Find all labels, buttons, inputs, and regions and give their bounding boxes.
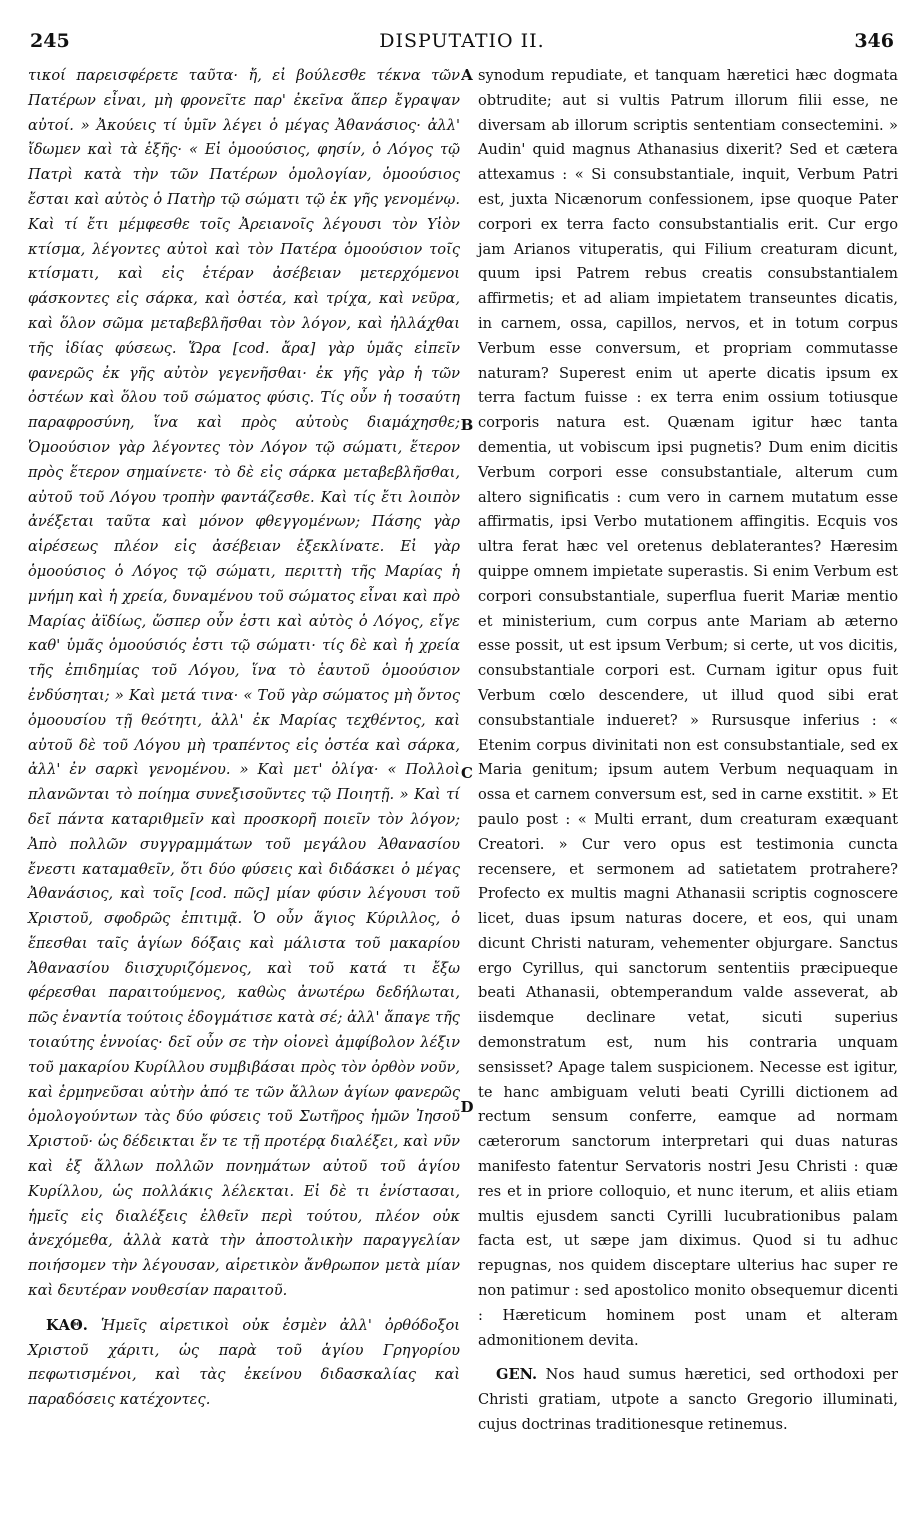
greek-paragraph: τικοί παρεισφέρετε ταῦτα· ἤ, εἰ βούλεσθε τέκνα τῶν Πατέρων εἶναι, μὴ φρονεῖτε παρ' ἐκεῖνα ἅπερ ἔγραψαν αὐτοί. » Ἀκούεις τί ὑμῖν λέγει ὁ μέγας Ἀθανάσιος· ἀλλ' ἴδωμεν καὶ τὰ ἑξῆς· « Εἰ ὁμοούσιος, φησίν, ὁ Λόγος τῷ Πατρὶ κατὰ τὴν τῶν Πατέρων ὁμολογίαν, ὁμοούσιος ἔσται καὶ αὐτὸς ὁ Πατὴρ τῷ σώματι τῷ ἐκ γῆς γενομένῳ. Καὶ τί ἔτι μέμφεσθε τοῖς Ἀρειανοῖς λέγουσι τὸν Υἱὸν κτίσμα, λέγοντες αὐτοὶ καὶ τὸν Πατέρα ὁμοούσιον τοῖς κτίσματι, καὶ εἰς ἑτέραν ἀσέβειαν μετερχόμενοι φάσκοντες εἰς σάρκα, καὶ ὀστέα, καὶ τρίχα, καὶ νεῦρα, καὶ ὅλον σῶμα μεταβεβλῆσθαι τὸν λόγον, καὶ ἠλλάχθαι τῆς ἰδίας φύσεως. Ὥρα [cod. ἄρα] γὰρ ὑμᾶς εἰπεῖν φανερῶς ἐκ γῆς αὐτὸν γεγενῆσθαι· ἐκ γῆς γὰρ ἡ τῶν ὀστέων καὶ ὅλου τοῦ σώματος φύσις. Τίς οὖν ἡ τοσαύτη παραφροσύνη, ἵνα καὶ πρὸς αὐτοὺς διαμάχησθε; Ὁμοούσιον γὰρ λέγοντες τὸν Λόγον τῷ σώματι, ἕτερον πρὸς ἕτερον σημαίνετε· τὸ δὲ εἰς σάρκα μεταβεβλῆσθαι, αὐτοῦ τοῦ Λόγου τροπὴν φαντάζεσθε. Καὶ τίς ἔτι λοιπὸν ἀνέξεται ταῦτα καὶ μόνον φθεγγομένων; Πάσης γὰρ αἱρέσεως πλέον εἰς ἀσέβειαν ἐξεκλίνατε. Εἰ γὰρ ὁμοούσιος ὁ Λόγος τῷ σώματι, περιττὴ τῆς Μαρίας ἡ μνήμη καὶ ἡ χρεία, δυναμένου τοῦ σώματος εἶναι καὶ πρὸ Μαρίας ἀϊδίως, ὥσπερ οὖν ἐστι καὶ αὐτὸς ὁ Λόγος, εἴγε καθ' ὑμᾶς ὁμοούσιός ἐστι τῷ σώματι· τίς δὲ καὶ ἡ χρεία τῆς ἐπιδημίας τοῦ Λόγου, ἵνα τὸ ἑαυτοῦ ὁμοούσιον ἐνδύσηται; » Καὶ μετά τινα· « Τοῦ γὰρ σώματος μὴ ὄντος ὁμοουσίου τῇ θεότητι, ἀλλ' ἐκ Μαρίας τεχθέντος, καὶ αὐτοῦ δὲ τοῦ Λόγου μὴ τραπέντος εἰς ὀστέα καὶ σάρκα, ἀλλ' ἐν σαρκὶ γενομένου. » Καὶ μετ' ὀλίγα· « Πολλοὶ πλανῶνται τὸ ποίημα συνεξισοῦντες τῷ Ποιητῇ. » Καὶ τί δεῖ πάντα καταριθμεῖν καὶ προσκορῆ ποιεῖν τὸν λόγον; Ἀπὸ πολλῶν συγγραμμάτων τοῦ μεγάλου Ἀθανασίου ἔνεστι καταμαθεῖν, ὅτι δύο φύσεις καὶ διδάσκει ὁ μέγας Ἀθανάσιος, καὶ τοῖς [cod. πῶς] μίαν φύσιν λέγουσι τοῦ Χριστοῦ, σφοδρῶς ἐπιτιμᾷ. Ὁ οὖν ἅγιος Κύριλλος, ὁ ἕπεσθαι ταῖς ἁγίων δόξαις καὶ μάλιστα τοῦ μακαρίου Ἀθανασίου διισχυριζόμενος, καὶ τοῦ κατά τι ἔξω φέρεσθαι παραιτούμενος, καθὼς ἀνωτέρω δεδήλωται, πῶς ἐναντία τούτοις ἐδογμάτισε κατὰ σέ; ἀλλ' ἄπαγε τῆς τοιαύτης ἐννοίας· δεῖ οὖν σε τὴν οἰονεὶ ἀμφίβολον λέξιν τοῦ μακαρίου Κυρίλλου συμβιβάσαι πρὸς τὸν ὀρθὸν νοῦν, καὶ ἑρμηνεῦσαι αὐτὴν ἀπό τε τῶν ἄλλων ἁγίων φανερῶς ὁμολογούντων τὰς δύο φύσεις τοῦ Σωτῆρος ἡμῶν Ἰησοῦ Χριστοῦ· ὡς δέδεικται ἔν τε τῇ προτέρᾳ διαλέξει, καὶ νῦν καὶ ἐξ ἄλλων πολλῶν πονημάτων αὐτοῦ τοῦ ἁγίου Κυρίλλου, ὡς πολλάκις λέλεκται. Εἰ δὲ τι ἐνίστασαι, ἡμεῖς εἰς διαλέξεις ἐλθεῖν περὶ τούτου, πλέον οὐκ ἀνεχόμεθα, ἀλλὰ κατὰ τὴν ἀποστολικὴν παραγγελίαν ποιήσομεν τὴν λέγουσαν, αἱρετικὸν ἄνθρωπον μετὰ μίαν καὶ δευτέραν νουθεσίαν παραιτοῦ. [28,67,460,1300]
speaker-label-latin: GEN. [496,1366,538,1384]
latin-reply-paragraph [478,1363,898,1437]
greek-reply-text: Ἡμεῖς αἱρετικοὶ οὐκ ἐσμὲν ἀλλ' ὀρθόδοξοι Χριστοῦ χάριτι, ὡς παρὰ τοῦ ἁγίου Γρηγορίου πεφωτισμένοι, καὶ τὰς ἐκείνου διδασκαλίας καὶ παραδόσεις κατέχοντες. [28,1316,460,1409]
page-number-right: 346 [854,30,894,52]
running-title: DISPUTATIO II. [379,30,545,52]
greek-reply-paragraph [28,1314,460,1413]
speaker-label-greek: ΚΑΘ. [46,1316,88,1334]
margin-letter-b: B [460,416,474,434]
margin-letter-c: C [461,764,473,782]
margin-letter-a: A [461,66,473,84]
page-header [0,24,924,60]
latin-paragraph: synodum repudiate, et tanquam hæretici hæc dogmata obtrudite; aut si vultis Patrum illorum filii esse, ne diversam ab illorum scriptis sententiam consectemini. » Audin' quid magnus Athanasius dixerit? Sed et cætera attexamus : « Si consubstantiale, inquit, Verbum Patri est, juxta Nicænorum confessionem, ipse quoque Pater corpori ex terra facto consubstantialis erit. Cur ergo jam Arianos vituperatis, qui Filium creaturam dicunt, quum ipsi Patrem rebus creatis consubstantialem affirmetis; et ad aliam impietatem transeuntes dicatis, in carnem, ossa, capillos, nervos, et in totum corpus Verbum esse conversum, et propriam commutasse naturam? Superest enim ut aperte dicatis ipsum ex terra factum fuisse : ex terra enim ossium totiusque corporis natura est. Quænam igitur hæc tanta dementia, ut vobiscum ipsi pugnetis? Dum enim dicitis Verbum corpori esse consubstantiale, alterum cum altero significatis : cum vero in carnem mutatum esse affirmatis, ipsi Verbo mutationem affingitis. Ecquis vos ultra ferat hæc vel oretenus deblaterantes? Hæresim quippe omnem impietate superastis. Si enim Verbum est corpori consubstantiale, superflua fuerit Mariæ mentio et ministerium, cum corpus ante Mariam ab æterno esse possit, ut est ipsum Verbum; si certe, ut vos dicitis, consubstantiale corpori est. Curnam igitur opus fuit Verbum cœlo descendere, ut illud quod sibi erat consubstantiale indueret? » Rursusque inferius : « Etenim corpus divinitati non est consubstantiale, sed ex Maria genitum; ipsum autem Verbum nequaquam in ossa et carnem conversum est, sed in carne exstitit. » Et paulo post : « Multi errant, dum creaturam exæquant Creatori. » Cur vero opus est testimonia cuncta recensere, et sermonem ad satietatem protrahere? Profecto ex multis magni Athanasii scriptis cognoscere licet, duas ipsum naturas docere, et eos, qui unam dicunt Christi naturam, vehementer objurgare. Sanctus ergo Cyrillus, qui sanctorum sententiis præcipueque beati Athanasii, obtemperandum valde asseverat, ab iisdemque declinare vetat, sicuti superius demonstratum est, num his contraria unquam sensisset? Apage talem suspicionem. Necesse est igitur, te hanc ambiguam veluti beati Cyrilli dictionem ad rectum sensum conferre, eamque ad normam cæterorum sanctorum interpretari qui duas naturas manifesto fatentur Servatoris nostri Jesu Christi : quæ res et in priore colloquio, et nunc iterum, et aliis etiam multis ejusdem sancti Cyrilli lucubrationibus palam facta est, ut sæpe jam diximus. Quod si tu adhuc repugnas, nos quidem disceptare ulterius hac super re non patimur : sed apostolico monito obsequemur dicenti : Hæreticum hominem post unam et alteram admonitionem devita. [478,67,898,1349]
latin-column [478,64,898,1438]
latin-reply-text: Nos haud sumus hæretici, sed orthodoxi per Christi gratiam, utpote a sancto Gregorio illuminati, cujus doctrinas traditionesque retinemus. [478,1366,899,1434]
greek-column [28,64,460,1413]
page-number-left: 245 [30,30,70,52]
margin-letter-d: D [460,1098,474,1116]
